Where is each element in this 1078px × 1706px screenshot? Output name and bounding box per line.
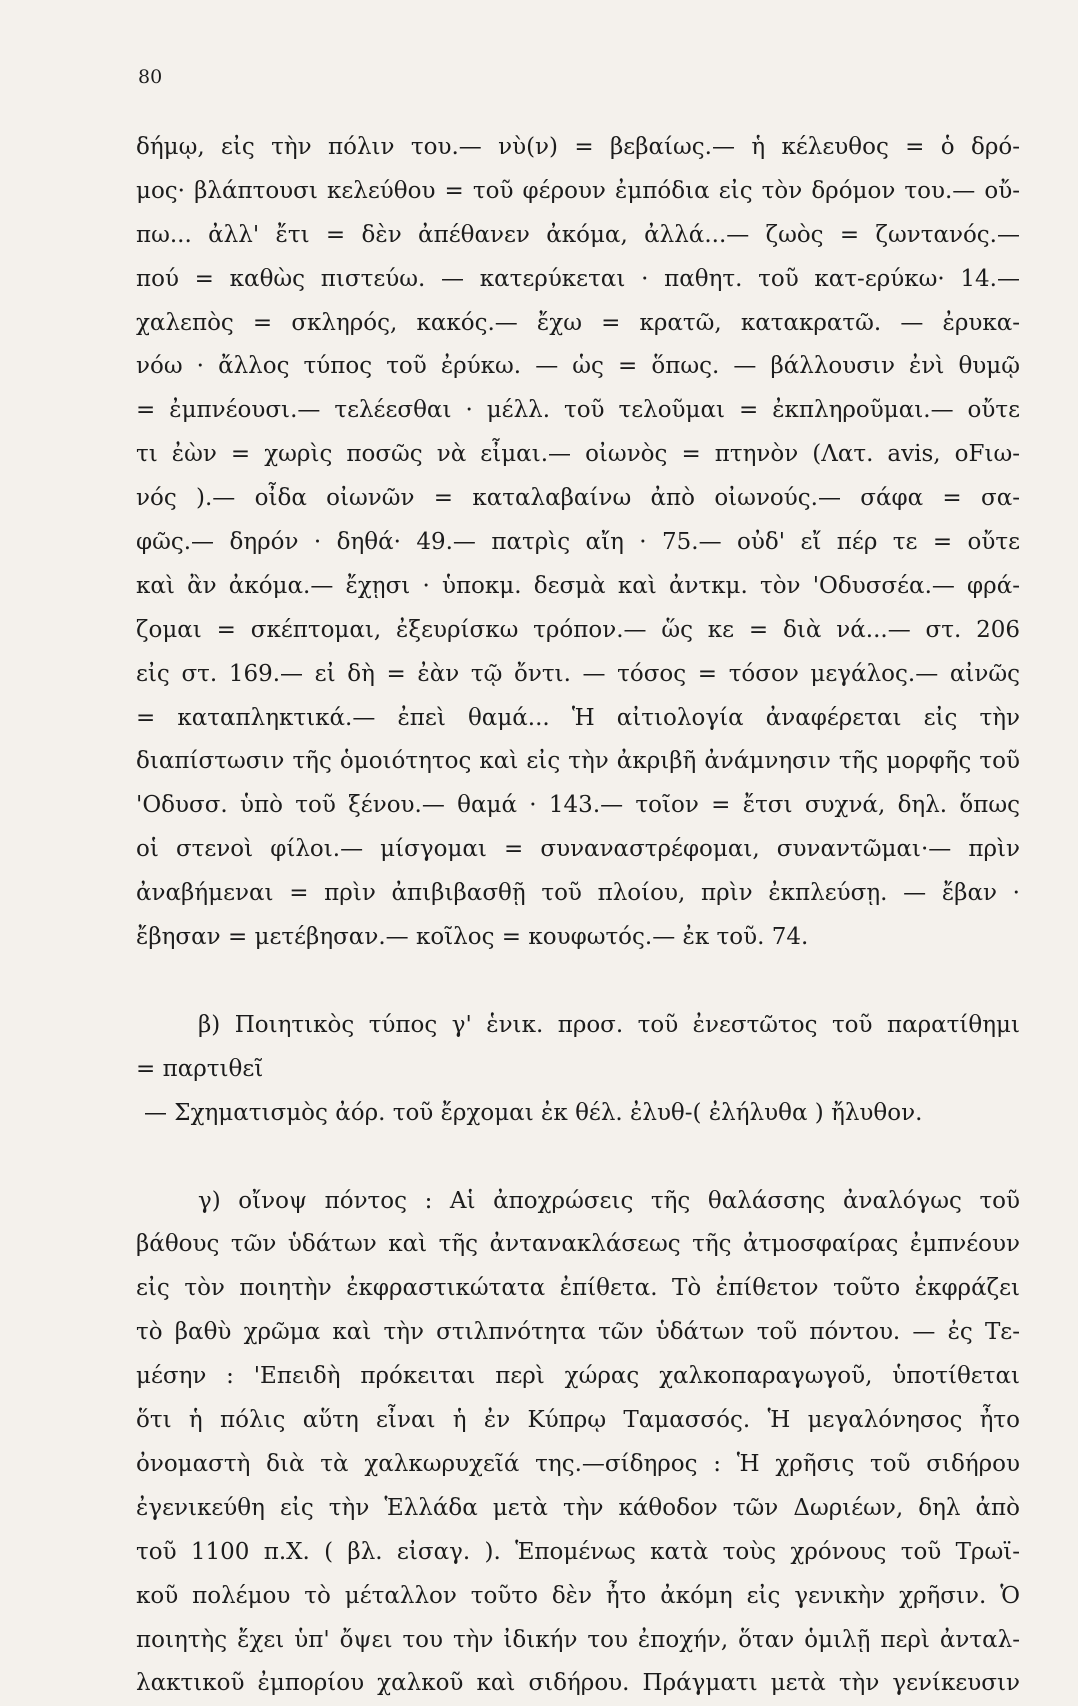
text-line: γ) οἴνοψ πόντος : Αἱ ἀποχρώσεις τῆς θαλάσσης ἀναλόγως τοῦ (198, 1187, 1020, 1214)
page-content (136, 126, 1020, 1706)
text-line: ποιητὴς ἔχει ὑπ' ὄψει του τὴν ἰδικήν του ἐποχήν, ὅταν ὁμιλῇ περὶ ἀνταλ- (136, 1626, 1020, 1653)
text-line: τοῦ 1100 π.Χ. ( βλ. εἰσαγ. ). Ἑπομένως κατὰ τοὺς χρόνους τοῦ Τρωϊ- (136, 1538, 1020, 1565)
commentary-paragraph-2 (136, 1004, 1020, 1136)
text-line: διαπίστωσιν τῆς ὁμοιότητος καὶ εἰς τὴν ἀκριβῆ ἀνάμνησιν τῆς μορφῆς τοῦ (136, 748, 1020, 775)
text-line: β) Ποιητικὸς τύπος γ' ἑνικ. προσ. τοῦ ἐνεστῶτος τοῦ παρατίθημι (198, 1011, 1020, 1038)
text-line: ἀναβήμεναι = πρὶν ἀπιβιβασθῇ τοῦ πλοίου, πρὶν ἐκπλεύσῃ. — ἔβαν · (136, 880, 1020, 907)
text-line: καὶ ἂν ἀκόμα.— ἔχῃσι · ὑποκμ. δεσμὰ καὶ ἀντκμ. τὸν 'Οδυσσέα.— φρά- (136, 572, 1020, 599)
paragraph-gap (136, 960, 1020, 1004)
text-line: πού = καθὼς πιστεύω. — κατερύκεται · παθητ. τοῦ κατ-ερύκω· 14.— (136, 265, 1020, 292)
text-line: ὀνομαστὴ διὰ τὰ χαλκωρυχεῖά της.—σίδηρος : Ἡ χρῆσις τοῦ σιδήρου (136, 1450, 1020, 1477)
text-line: — Σχηματισμὸς ἀόρ. τοῦ ἔρχομαι ἐκ θέλ. ἐλυθ-( ἐλήλυθα ) ἤλυθον. (144, 1099, 923, 1126)
text-line: λακτικοῦ ἐμπορίου χαλκοῦ καὶ σιδήρου. Πράγματι μετὰ τὴν γενίκευσιν (136, 1670, 1020, 1697)
text-line: τι ἐὼν = χωρὶς ποσῶς νὰ εἶμαι.— οἰωνὸς = πτηνὸν (Λατ. avis, οFιω- (136, 441, 1020, 468)
text-line: βάθους τῶν ὑδάτων καὶ τῆς ἀντανακλάσεως τῆς ἀτμοσφαίρας ἐμπνέουν (136, 1231, 1020, 1258)
text-line: εἰς στ. 169.— εἰ δὴ = ἐὰν τῷ ὄντι. — τόσος = τόσον μεγάλος.— αἰνῶς (136, 660, 1020, 687)
text-line: τὸ βαθὺ χρῶμα καὶ τὴν στιλπνότητα τῶν ὑδάτων τοῦ πόντου. — ἐς Τε- (136, 1319, 1020, 1346)
text-line: νόω · ἄλλος τύπος τοῦ ἐρύκω. — ὡς = ὅπως. — βάλλουσιν ἐνὶ θυμῷ (136, 353, 1020, 380)
text-line: φῶς.— δηρόν · δηθά· 49.— πατρὶς αἴη · 75.— οὐδ' εἴ πέρ τε = οὔτε (136, 529, 1020, 556)
text-line: κοῦ πολέμου τὸ μέταλλον τοῦτο δὲν ἦτο ἀκόμη εἰς γενικὴν χρῆσιν. Ὁ (136, 1582, 1020, 1609)
text-line: ὅτι ἡ πόλις αὕτη εἶναι ἡ ἐν Κύπρῳ Ταμασσός. Ἡ μεγαλόνησος ἦτο (136, 1407, 1020, 1434)
text-line: πω... ἀλλ' ἔτι = δὲν ἀπέθανεν ἀκόμα, ἀλλά...— ζωὸς = ζωντανός.— (136, 221, 1020, 248)
text-line: 'Οδυσσ. ὑπὸ τοῦ ξένου.— θαμά · 143.— τοῖον = ἔτσι συχνά, δηλ. ὅπως (136, 792, 1020, 819)
text-line: εἰς τὸν ποιητὴν ἐκφραστικώτατα ἐπίθετα. Τὸ ἐπίθετον τοῦτο ἐκφράζει (136, 1275, 1020, 1302)
text-line: = ἐμπνέουσι.— τελέεσθαι · μέλλ. τοῦ τελοῦμαι = ἐκπληροῦμαι.— οὔτε (136, 397, 1020, 424)
commentary-paragraph-1 (136, 126, 1020, 960)
text-line: χαλεπὸς = σκληρός, κακός.— ἔχω = κρατῶ, κατακρατῶ. — ἐρυκα- (136, 309, 1020, 336)
text-line: νός ).— οἶδα οἰωνῶν = καταλαβαίνω ἀπὸ οἰωνούς.— σάφα = σα- (136, 485, 1020, 512)
paragraph-gap (136, 1136, 1020, 1180)
text-line: = καταπληκτικά.— ἐπεὶ θαμά... Ἡ αἰτιολογία ἀναφέρεται εἰς τὴν (136, 704, 1020, 731)
page-number: 80 (138, 66, 163, 88)
text-line: μος· βλάπτουσι κελεύθου = τοῦ φέρουν ἐμπόδια εἰς τὸν δρόμον του.— οὔ- (136, 177, 1020, 204)
text-line: = παρτιθεῖ (136, 1055, 264, 1082)
text-line: οἱ στενοὶ φίλοι.— μίσγομαι = συναναστρέφομαι, συναντῶμαι·— πρὶν (136, 836, 1020, 863)
text-line: ἔβησαν = μετέβησαν.— κοῖλος = κουφωτός.— ἐκ τοῦ. 74. (136, 924, 809, 951)
text-line: δήμῳ, εἰς τὴν πόλιν του.— νὺ(ν) = βεβαίως.— ἡ κέλευθος = ὁ δρό- (136, 134, 1020, 160)
text-line: μέσην : 'Επειδὴ πρόκειται περὶ χώρας χαλκοπαραγωγοῦ, ὑποτίθεται (136, 1363, 1020, 1390)
commentary-paragraph-3 (136, 1180, 1020, 1706)
text-line: ἐγενικεύθη εἰς τὴν Ἑλλάδα μετὰ τὴν κάθοδον τῶν Δωριέων, δηλ ἀπὸ (136, 1494, 1020, 1521)
text-line: ζομαι = σκέπτομαι, ἐξευρίσκω τρόπον.— ὥς κε = διὰ νά...— στ. 206 (136, 616, 1020, 643)
